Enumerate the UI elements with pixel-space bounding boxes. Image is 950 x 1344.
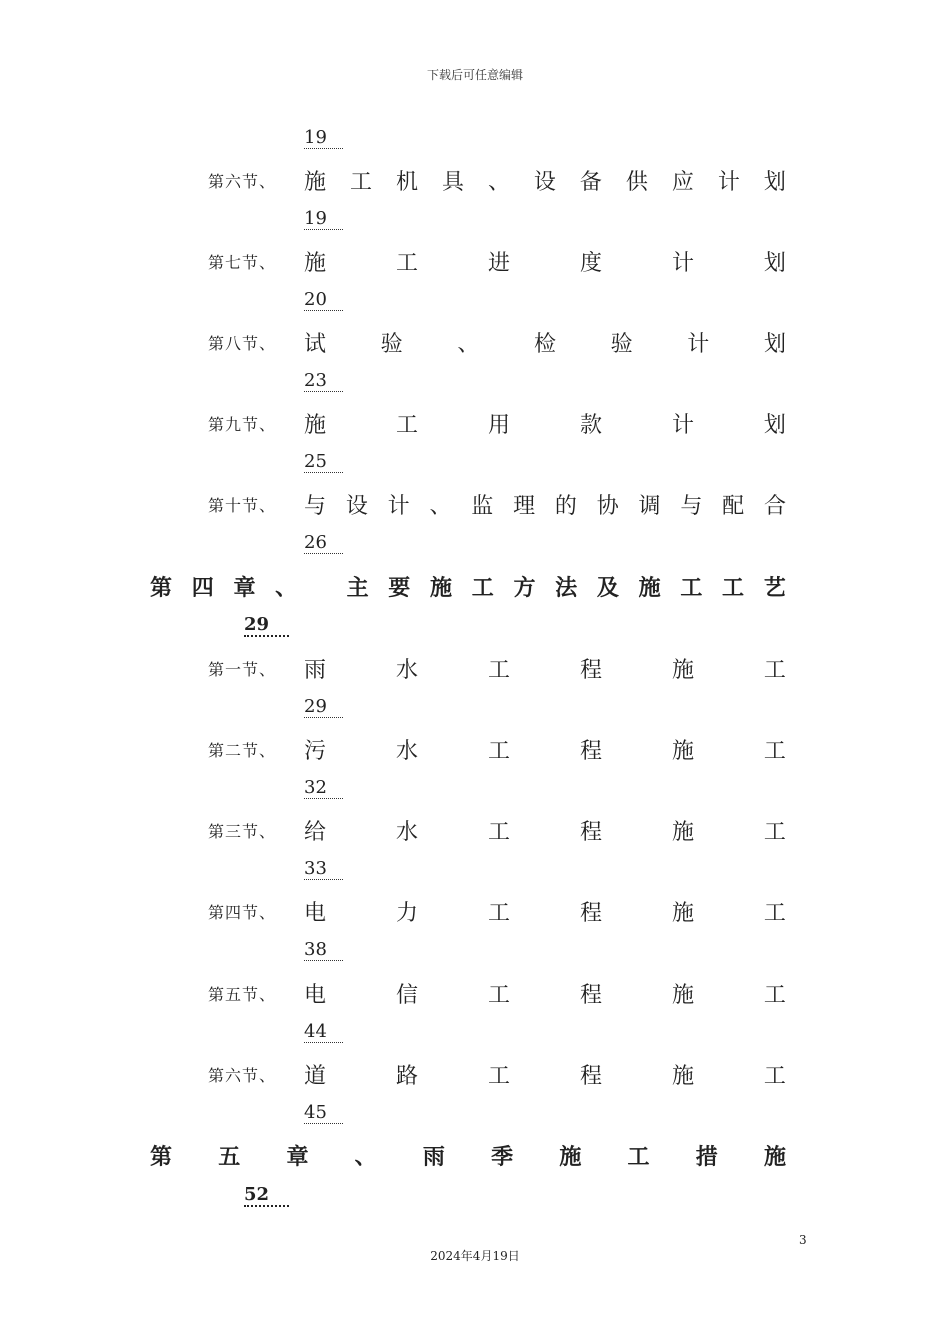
toc-title-char: 工 (680, 575, 703, 601)
toc-title-char: 雨 (304, 658, 327, 683)
toc-page-number: 26 (304, 533, 343, 554)
toc-title-char: 与 (680, 494, 703, 519)
toc-title-char: 第 (150, 1144, 173, 1170)
toc-section-title[interactable] (304, 815, 786, 846)
toc-section-label: 第四节、 (208, 903, 277, 922)
toc-section-title[interactable] (304, 408, 786, 439)
toc-page-number: 23 (304, 371, 343, 392)
toc-title-char: 施 (671, 1064, 694, 1089)
toc-page-number: 19 (304, 128, 343, 149)
toc-section-label: 第十节、 (208, 496, 277, 515)
toc-title-char: 程 (579, 658, 602, 683)
toc-title-char: 计 (687, 332, 710, 357)
toc-title-char: 及 (596, 575, 619, 601)
toc-title-char: 电 (304, 901, 327, 926)
toc-page-number: 45 (304, 1103, 343, 1124)
toc-title-char: 合 (763, 494, 786, 519)
page-number: 3 (799, 1233, 807, 1247)
toc-section-title[interactable] (304, 1059, 786, 1090)
toc-title-char: 工 (763, 820, 786, 845)
toc-title-char: 路 (395, 1064, 418, 1089)
toc-title-char: 程 (579, 739, 602, 764)
toc-title-char: 配 (722, 494, 745, 519)
toc-title-char: 工 (487, 820, 510, 845)
toc-title-char: 进 (487, 251, 510, 276)
toc-title-char: 电 (304, 983, 327, 1008)
toc-title-char: 程 (579, 1064, 602, 1089)
toc-title-char: 工 (763, 1064, 786, 1089)
toc-title-char: 程 (579, 983, 602, 1008)
toc-title-char: 划 (763, 251, 786, 276)
toc-title-char: 机 (395, 170, 418, 195)
toc-title-char: 款 (579, 413, 602, 438)
toc-title-char: 工 (763, 739, 786, 764)
toc-title-char: 、 (457, 332, 480, 357)
toc-title-char: 章 (233, 575, 256, 601)
toc-section-title[interactable] (304, 734, 786, 765)
page-header: 下载后可任意编辑 (426, 68, 523, 82)
toc-title-char: 、 (354, 1144, 377, 1170)
toc-title-char: 施 (304, 413, 327, 438)
toc-page-number: 44 (304, 1022, 343, 1043)
toc-page-number: 20 (304, 290, 343, 311)
toc-title-char: 信 (395, 983, 418, 1008)
toc-section-title[interactable] (304, 978, 786, 1009)
toc-section-title[interactable] (304, 246, 786, 277)
toc-section-label: 第一节、 (208, 660, 277, 679)
toc-title-char: 施 (671, 983, 694, 1008)
toc-title-char: 章 (286, 1144, 309, 1170)
toc-title-char: 施 (671, 739, 694, 764)
toc-page-number: 29 (304, 697, 343, 718)
toc-title-char: 道 (304, 1064, 327, 1089)
toc-section-title[interactable] (304, 489, 786, 520)
toc-title-char: 施 (638, 575, 661, 601)
toc-title-char: 度 (579, 251, 602, 276)
toc-title-char: 工 (722, 575, 745, 601)
toc-title-char: 要 (388, 575, 411, 601)
toc-title-char: 工 (487, 1064, 510, 1089)
toc-title-char: 的 (554, 494, 577, 519)
toc-title-char: 试 (304, 332, 327, 357)
toc-title-char: 设 (533, 170, 556, 195)
toc-title-char: 法 (555, 575, 578, 601)
toc-section-label: 第九节、 (208, 415, 277, 434)
toc-section-title[interactable] (304, 327, 786, 358)
toc-title-char: 工 (487, 983, 510, 1008)
toc-title-char: 工 (395, 251, 418, 276)
toc-title-char: 第 (150, 575, 173, 601)
toc-title-char: 供 (625, 170, 648, 195)
toc-section-label: 第七节、 (208, 253, 277, 272)
toc-title-char: 划 (763, 332, 786, 357)
toc-title-char: 施 (671, 901, 694, 926)
toc-title-char: 计 (717, 170, 740, 195)
toc-title-char: 监 (471, 494, 494, 519)
toc-title-char: 检 (533, 332, 556, 357)
toc-title-char: 给 (304, 820, 327, 845)
toc-title-char: 程 (579, 901, 602, 926)
toc-title-char: 备 (579, 170, 602, 195)
toc-title-char: 方 (513, 575, 536, 601)
toc-title-char: 验 (610, 332, 633, 357)
toc-title-char: 调 (638, 494, 661, 519)
toc-title-char: 工 (763, 901, 786, 926)
toc-title-char: 、 (429, 494, 452, 519)
toc-title-char: 水 (395, 739, 418, 764)
toc-title-char: 施 (671, 820, 694, 845)
toc-title-char: 四 (191, 575, 214, 601)
toc-title-char: 协 (596, 494, 619, 519)
footer-date: 2024年4月19日 (430, 1249, 520, 1263)
toc-title-char: 工 (763, 658, 786, 683)
toc-title-char: 水 (395, 658, 418, 683)
toc-title-char: 计 (671, 251, 694, 276)
toc-page-number: 38 (304, 940, 343, 961)
toc-title-char: 工 (627, 1144, 650, 1170)
toc-section-title[interactable] (304, 896, 786, 927)
toc-title-char: 施 (304, 170, 327, 195)
toc-title-char: 污 (304, 739, 327, 764)
toc-section-label: 第六节、 (208, 172, 277, 191)
toc-page-number: 19 (304, 209, 343, 230)
toc-title-char: 措 (695, 1144, 718, 1170)
toc-chapter-title[interactable] (150, 571, 786, 602)
toc-title-char: 工 (487, 901, 510, 926)
toc-title-char: 程 (579, 820, 602, 845)
toc-title-char: 设 (345, 494, 368, 519)
toc-title-char: 划 (763, 413, 786, 438)
toc-section-label: 第五节、 (208, 985, 277, 1004)
toc-title-char: 具 (441, 170, 464, 195)
toc-title-char: 艺 (763, 575, 786, 601)
toc-title-char: 计 (387, 494, 410, 519)
toc-title-char (317, 571, 327, 602)
toc-title-char: 五 (218, 1144, 241, 1170)
toc-title-char: 工 (471, 575, 494, 601)
toc-title-char: 理 (513, 494, 536, 519)
toc-title-char: 工 (763, 983, 786, 1008)
toc-title-char: 施 (304, 251, 327, 276)
toc-title-char: 主 (346, 575, 369, 601)
toc-title-char: 水 (395, 820, 418, 845)
toc-page-number: 29 (244, 615, 289, 637)
toc-title-char: 、 (487, 170, 510, 195)
toc-page-number: 52 (244, 1185, 289, 1207)
toc-title-char: 施 (559, 1144, 582, 1170)
toc-page-number: 33 (304, 859, 343, 880)
toc-section-label: 第三节、 (208, 822, 277, 841)
toc-title-char: 施 (763, 1144, 786, 1170)
toc-title-char: 与 (304, 494, 327, 519)
toc-title-char: 划 (763, 170, 786, 195)
toc-title-char: 计 (671, 413, 694, 438)
toc-title-char: 应 (671, 170, 694, 195)
toc-title-char: 施 (671, 658, 694, 683)
toc-section-title[interactable] (304, 653, 786, 684)
toc-title-char: 施 (430, 575, 453, 601)
toc-title-char: 工 (487, 658, 510, 683)
toc-section-label: 第二节、 (208, 741, 277, 760)
toc-title-char: 力 (395, 901, 418, 926)
toc-section-label: 第六节、 (208, 1066, 277, 1085)
toc-section-title[interactable] (304, 165, 786, 196)
toc-title-char: 工 (487, 739, 510, 764)
toc-section-label: 第八节、 (208, 334, 277, 353)
toc-chapter-title[interactable] (150, 1140, 786, 1171)
toc-title-char: 用 (487, 413, 510, 438)
toc-title-char: 工 (395, 413, 418, 438)
toc-title-char: 、 (275, 575, 298, 601)
toc-title-char: 季 (491, 1144, 514, 1170)
toc-title-char: 工 (349, 170, 372, 195)
toc-page-number: 32 (304, 778, 343, 799)
toc-title-char: 验 (380, 332, 403, 357)
toc-page-number: 25 (304, 452, 343, 473)
toc-title-char: 雨 (422, 1144, 445, 1170)
